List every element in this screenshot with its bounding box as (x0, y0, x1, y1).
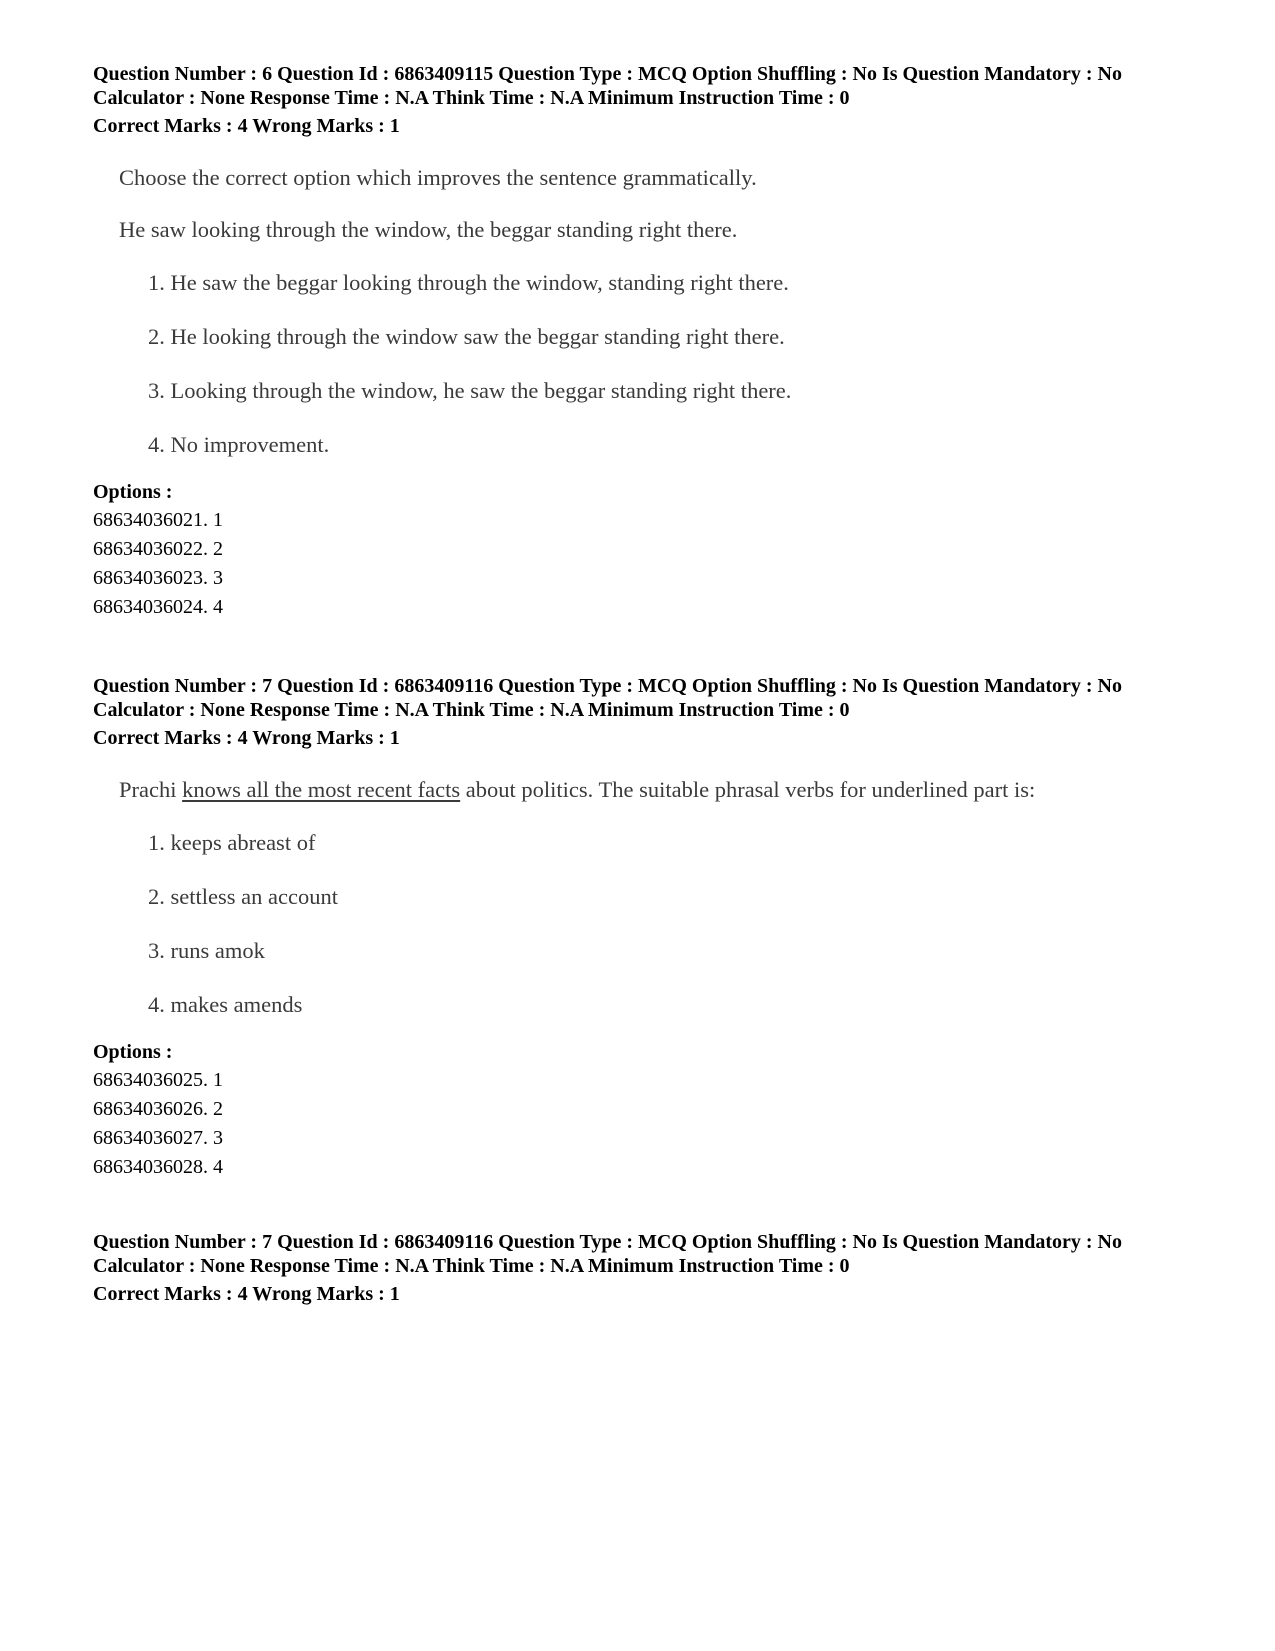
choice-4: 4. No improvement. (148, 432, 330, 457)
question-content-image (119, 764, 1213, 1032)
question-content-image (119, 152, 1213, 472)
option-id-1: 68634036025. 1 (93, 1069, 223, 1091)
choice-4: 4. makes amends (148, 992, 303, 1017)
option-id-3: 68634036023. 3 (93, 567, 223, 589)
question-meta-line1: Question Number : 7 Question Id : 6863409116 Question Type : MCQ Option Shuffling : No Is Question Mandatory : No (93, 675, 1122, 697)
option-id-4: 68634036028. 4 (93, 1156, 223, 1178)
question-marks: Correct Marks : 4 Wrong Marks : 1 (93, 1283, 400, 1305)
choice-3: 3. Looking through the window, he saw the beggar standing right there. (148, 378, 792, 403)
question-block-7-repeat (93, 1230, 1213, 1306)
choice-1: 1. keeps abreast of (148, 830, 316, 855)
option-id-4: 68634036024. 4 (93, 596, 223, 618)
option-id-1: 68634036021. 1 (93, 509, 223, 531)
choice-2: 2. settless an account (148, 884, 338, 909)
prompt-underlined-text: knows all the most recent facts (182, 777, 461, 802)
question-meta-line1: Question Number : 7 Question Id : 6863409116 Question Type : MCQ Option Shuffling : No Is Question Mandatory : No (93, 1231, 1122, 1253)
question-meta-line1: Question Number : 6 Question Id : 6863409115 Question Type : MCQ Option Shuffling : No Is Question Mandatory : No (93, 63, 1122, 85)
choice-1: 1. He saw the beggar looking through the window, standing right there. (148, 270, 789, 295)
question-block-6 (93, 62, 1213, 622)
prompt-text-end: about politics. The suitable phrasal verbs for underlined part is: (460, 777, 1036, 802)
question-meta-line2: Calculator : None Response Time : N.A Think Time : N.A Minimum Instruction Time : 0 (93, 1255, 850, 1277)
question-meta-line2: Calculator : None Response Time : N.A Think Time : N.A Minimum Instruction Time : 0 (93, 87, 850, 109)
option-id-2: 68634036026. 2 (93, 1098, 223, 1120)
question-marks: Correct Marks : 4 Wrong Marks : 1 (93, 727, 400, 749)
question-marks: Correct Marks : 4 Wrong Marks : 1 (93, 115, 400, 137)
question-meta-line2: Calculator : None Response Time : N.A Think Time : N.A Minimum Instruction Time : 0 (93, 699, 850, 721)
choice-3: 3. runs amok (148, 938, 265, 963)
question-prompt: Choose the correct option which improves the sentence grammatically. (119, 165, 757, 190)
question-sentence: He saw looking through the window, the beggar standing right there. (119, 217, 738, 242)
option-id-2: 68634036022. 2 (93, 538, 223, 560)
question-prompt (119, 764, 1213, 816)
option-id-3: 68634036027. 3 (93, 1127, 223, 1149)
options-label: Options : (93, 1041, 173, 1063)
prompt-text-start: Prachi (119, 777, 183, 802)
question-block-7 (93, 674, 1213, 1182)
choice-2: 2. He looking through the window saw the beggar standing right there. (148, 324, 785, 349)
options-label: Options : (93, 481, 173, 503)
